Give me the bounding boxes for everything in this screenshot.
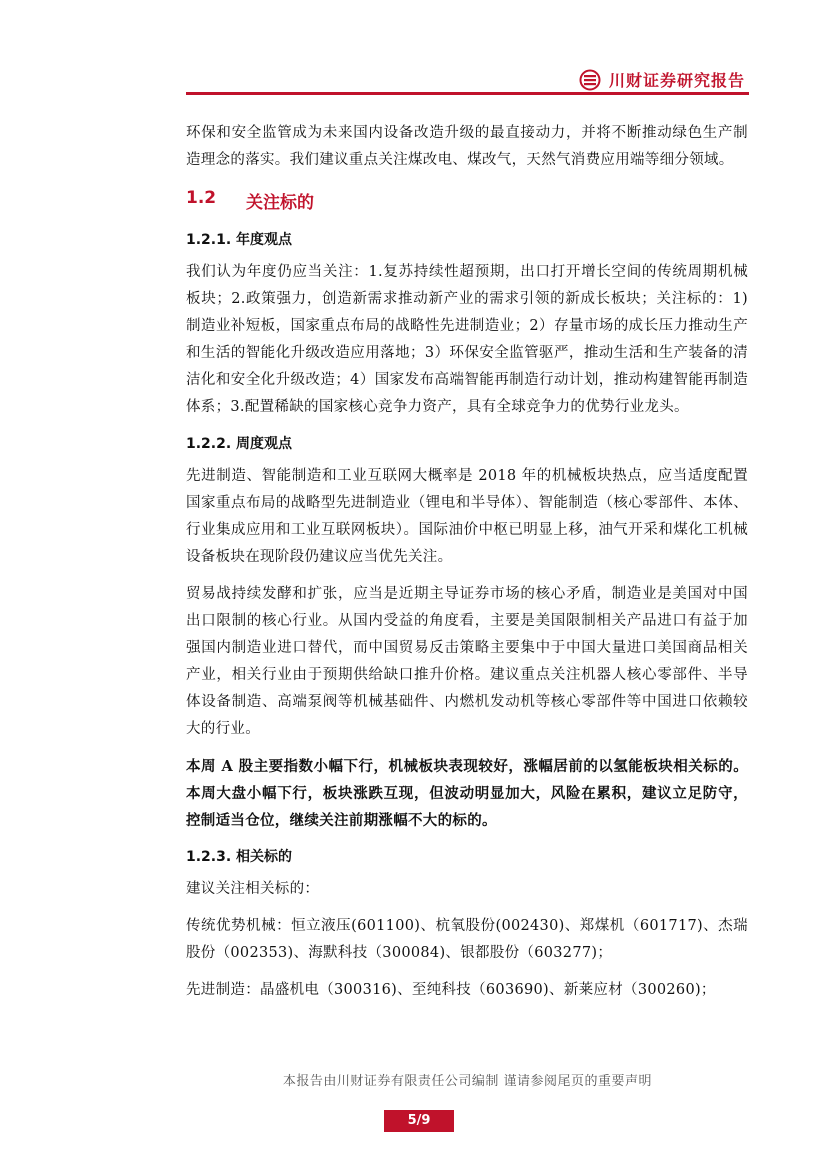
section-number: 1.2 xyxy=(186,188,217,208)
weekly-view-heading: 1.2.2. 周度观点 xyxy=(186,436,293,452)
annual-view-heading: 1.2.1. 年度观点 xyxy=(186,232,293,248)
targets-intro: 建议关注相关标的： xyxy=(186,881,320,897)
page-footer xyxy=(186,1070,749,1089)
weekly-view-paragraph-1: 先进制造、智能制造和工业互联网大概率是 2018 年的机械板块热点，应当适度配置国家重点布局的战略型先进制造业（锂电和半导体）、智能制造（核心零部件、本体、行业集成应用和工业互联网板块）。国际油价中枢已明显上移，油气开采和煤化工机械设备板块在现阶段仍建议应当优先关注。 xyxy=(186,468,748,565)
brand-logo-icon xyxy=(579,69,601,91)
section-title: 关注标的 xyxy=(246,193,314,213)
targets-heading: 1.2.3. 相关标的 xyxy=(186,849,293,865)
intro-paragraph: 环保和安全监管成为未来国内设备改造升级的最直接动力，并将不断推动绿色生产制造理念的落实。我们建议重点关注煤改电、煤改气，天然气消费应用端等细分领域。 xyxy=(186,125,748,168)
weekly-view-summary: 本周 A 股主要指数小幅下行，机械板块表现较好，涨幅居前的以氢能板块相关标的。本周大盘小幅下行，板块涨跌互现，但波动明显加大，风险在累积，建议立足防守，控制适当仓位，继续关注前期涨幅不大的标的。 xyxy=(186,758,748,829)
annual-view-paragraph: 我们认为年度仍应当关注：1.复苏持续性超预期，出口打开增长空间的传统周期机械板块；2.政策强力，创造新需求推动新产业的需求引领的新成长板块；关注标的：1)制造业补短板，国家重点布局的战略性先进制造业；2）存量市场的成长压力推动生产和生活的智能化升级改造应用落地；3）环保安全监管驱严，推动生活和生产装备的清洁化和安全化升级改造；4）国家发布高端智能再制造行动计划，推动构建智能再制造体系；3.配置稀缺的国家核心竞争力资产，具有全球竞争力的优势行业龙头。 xyxy=(186,264,748,415)
report-body xyxy=(186,120,748,1014)
footer-disclaimer: 本报告由川财证券有限责任公司编制 谨请参阅尾页的重要声明 xyxy=(282,1074,653,1089)
header-rule xyxy=(186,92,749,95)
page-number: 5/9 xyxy=(384,1110,454,1132)
brand-name: 川财证券研究报告 xyxy=(608,71,745,90)
section-heading xyxy=(186,188,748,213)
page-header xyxy=(186,62,749,96)
weekly-view-paragraph-2: 贸易战持续发酵和扩张，应当是近期主导证券市场的核心矛盾，制造业是美国对中国出口限制的核心行业。从国内受益的角度看，主要是美国限制相关产品进口有益于加强国内制造业进口替代，而中国贸易反击策略主要集中于中国大量进口美国商品相关产业，相关行业由于预期供给缺口推升价格。建议重点关注机器人核心零部件、半导体设备制造、高端泵阀等机械基础件、内燃机发动机等核心零部件等中国进口依赖较大的行业。 xyxy=(186,586,748,737)
targets-traditional: 传统优势机械：恒立液压(601100)、杭氧股份(002430)、郑煤机（601717)、杰瑞股份（002353)、海默科技（300084)、银都股份（603277)； xyxy=(186,918,748,961)
brand xyxy=(579,68,745,91)
targets-advanced: 先进制造：晶盛机电（300316)、至纯科技（603690)、新莱应材（300260)； xyxy=(186,982,716,998)
